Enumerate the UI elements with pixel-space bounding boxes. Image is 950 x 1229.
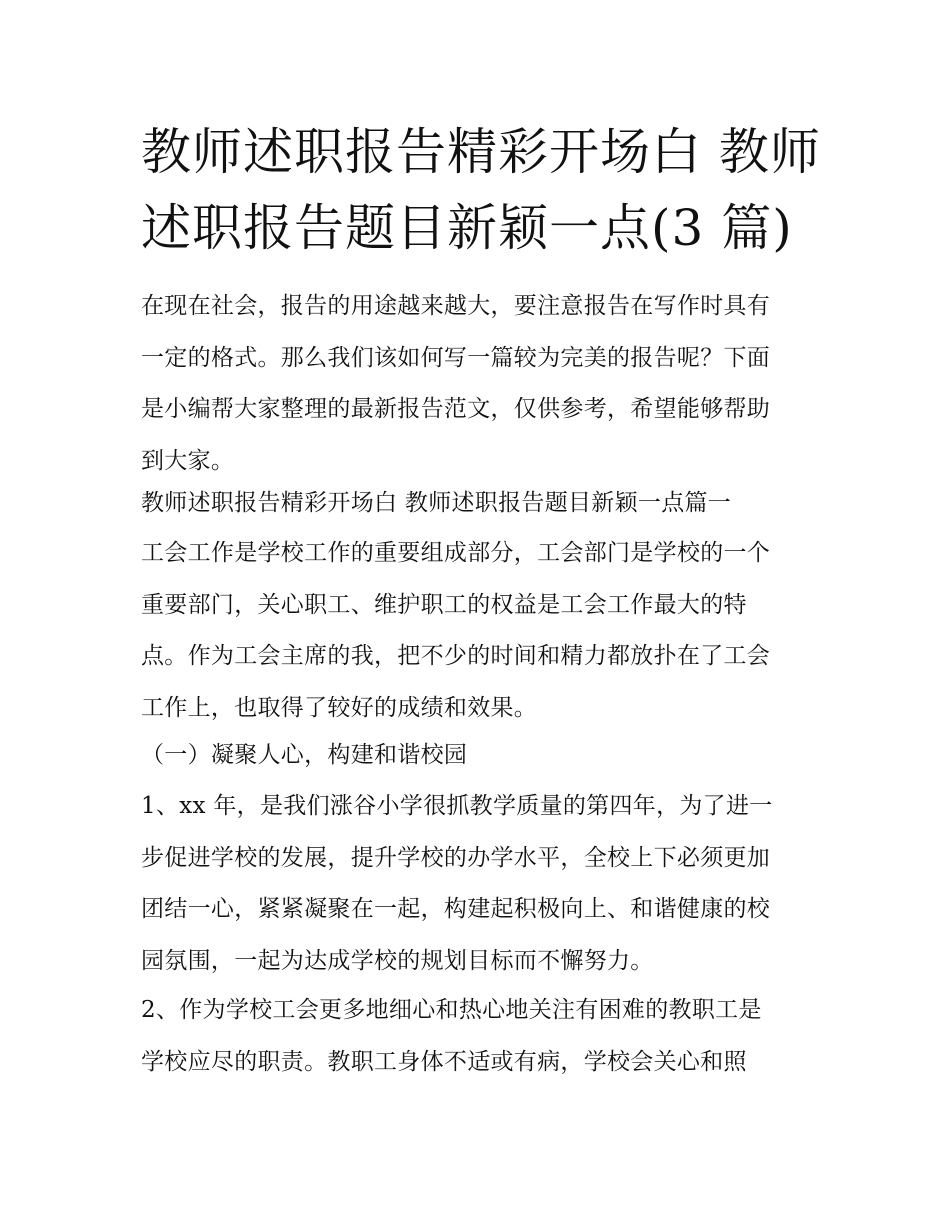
body-paragraph [141,528,821,734]
section-heading [141,478,821,530]
intro-paragraph [141,281,821,487]
text-line: 团结一心，紧紧凝聚在一起，构建起积极向上、和谐健康的校 [141,896,771,922]
text-line: （一）凝聚人心，构建和谐校园 [141,742,468,768]
text-line: 点。作为工会主席的我，把不少的时间和精力都放扑在了工会 [141,643,771,669]
text-line: 2、作为学校工会更多地细心和热心地关注有困难的教职工是 [141,997,762,1023]
text-line: 教师述职报告精彩开场白 教师述职报告题目新颖一点篇一 [141,490,732,516]
text-line: 园氛围，一起为达成学校的规划目标而不懈努力。 [141,947,654,974]
text-line: 1、xx 年，是我们涨谷小学很抓教学质量的第四年，为了进一 [141,793,773,819]
subheading [141,730,821,782]
text-line: 重要部门，关心职工、维护职工的权益是工会工作最大的特 [141,591,747,618]
text-line: 是小编帮大家整理的最新报告范文，仅供参考，希望能够帮助 [141,396,771,422]
text-line: 一定的格式。那么我们该如何写一篇较为完美的报告呢？下面 [141,344,771,371]
text-line: 工会工作是学校工作的重要组成部分，工会部门是学校的一个 [141,540,771,566]
title-line: 述职报告题目新颖一点(3 篇) [141,199,793,257]
list-item-2 [141,985,821,1088]
document-title [141,114,821,266]
text-line: 工作上，也取得了较好的成绩和效果。 [141,694,538,721]
title-line: 教师述职报告精彩开场白 教师 [141,123,821,181]
text-line: 学校应尽的职责。教职工身体不适或有病，学校会关心和照 [141,1048,747,1075]
text-line: 在现在社会，报告的用途越来越大，要注意报告在写作时具有 [141,293,771,319]
list-item-1 [141,781,821,987]
text-line: 到大家。 [141,447,235,474]
text-line: 步促进学校的发展，提升学校的办学水平，全校上下必须更加 [141,844,771,871]
